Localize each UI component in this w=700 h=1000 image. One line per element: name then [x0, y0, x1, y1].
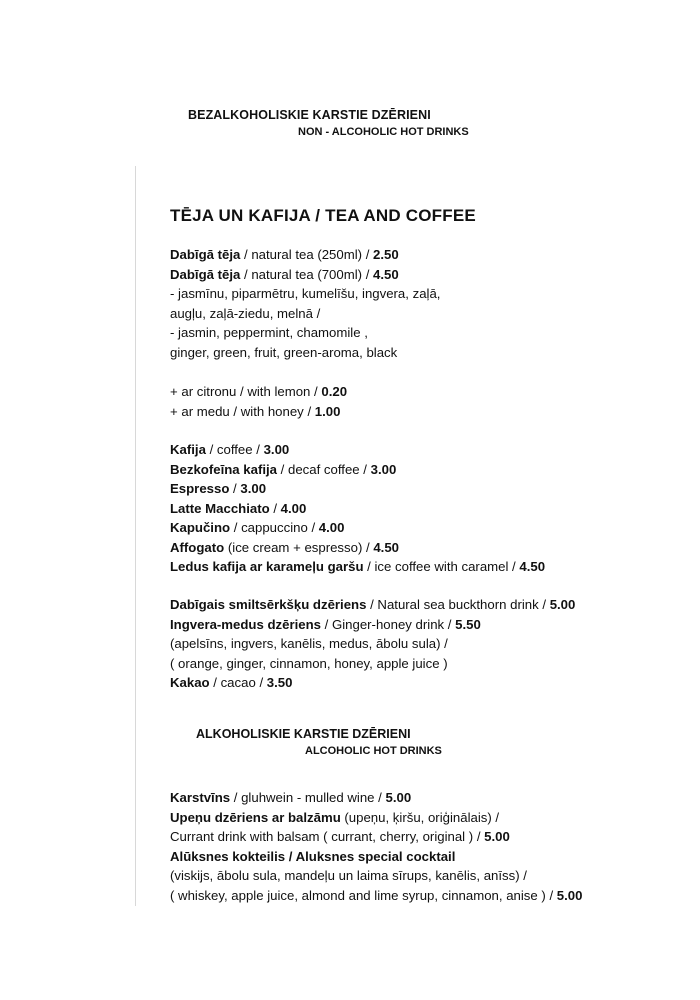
item-name: Upeņu dzēriens ar balzāmu — [170, 809, 341, 825]
ginger-honey-ingredients-en: ( orange, ginger, cinnamon, honey, apple juice ) — [170, 655, 448, 671]
item-desc: / gluhwein - mulled wine / — [230, 790, 386, 805]
header-non-alcoholic-en: NON - ALCOHOLIC HOT DRINKS — [298, 126, 469, 138]
item-desc: / Ginger-honey drink / — [320, 616, 456, 632]
coffee-block — [170, 440, 545, 577]
header-alcoholic-lv: ALKOHOLISKIE KARSTIE DZĒRIENI — [196, 727, 411, 741]
item-desc: Currant drink with balsam ( currant, cherry, original ) / — [170, 829, 485, 844]
item-price: 4.50 — [373, 539, 400, 555]
item-price: 4.00 — [280, 500, 307, 516]
menu-item-currant-drink — [170, 808, 582, 828]
item-price: 4.50 — [519, 559, 546, 574]
item-price: 5.50 — [455, 616, 481, 632]
other-drinks-block — [170, 595, 575, 693]
item-name: Ingvera-medus dzēriens — [170, 616, 321, 632]
menu-item-ginger-honey — [170, 615, 575, 635]
extra-honey — [170, 402, 347, 422]
item-price: 2.50 — [373, 247, 399, 262]
item-desc: / — [229, 481, 241, 496]
item-price: 0.20 — [321, 384, 348, 399]
item-name: Kapučino — [170, 520, 231, 535]
menu-item-sea-buckthorn — [170, 595, 575, 615]
menu-item-cacao — [170, 673, 575, 693]
tea-flavours-en-2: ginger, green, fruit, green-aroma, black — [170, 344, 398, 360]
item-name: Espresso — [170, 481, 230, 496]
item-price: 5.00 — [549, 597, 576, 612]
menu-item-espresso — [170, 479, 545, 499]
item-price: 3.00 — [370, 461, 397, 477]
item-name: Latte Macchiato — [170, 500, 270, 516]
item-desc: + ar citronu / with lemon / — [170, 384, 322, 399]
item-name: Dabīgā tēja — [170, 247, 241, 262]
section-title-tea-coffee: TĒJA UN KAFIJA / TEA AND COFFEE — [170, 206, 476, 225]
ginger-honey-ingredients-lv: (apelsīns, ingvers, kanēlis, medus, ābolu sula) / — [170, 636, 448, 651]
item-price: 3.00 — [263, 442, 290, 457]
item-desc: ( whiskey, apple juice, almond and lime syrup, cinnamon, anise ) / — [170, 887, 557, 903]
item-desc: / cacao / — [209, 675, 267, 690]
item-price: 4.00 — [318, 520, 345, 535]
menu-item-coffee — [170, 440, 545, 460]
cocktail-ingredients-lv: (viskijs, ābolu sula, mandeļu un laima sīrups, kanēlis, anīss) / — [170, 868, 527, 883]
item-price: 4.50 — [373, 266, 399, 282]
divider-line — [135, 166, 136, 906]
extra-lemon — [170, 382, 347, 402]
currant-drink-en — [170, 827, 582, 847]
item-desc: / coffee / — [205, 442, 264, 457]
item-desc: (upeņu, ķiršu, oriģinālais) / — [340, 809, 500, 825]
item-desc: + ar medu / with honey / — [170, 403, 315, 419]
header-non-alcoholic-lv: BEZALKOHOLISKIE KARSTIE DZĒRIENI — [188, 108, 431, 122]
menu-item-ice-coffee — [170, 557, 545, 577]
item-price: 5.00 — [484, 829, 510, 844]
item-desc: / ice coffee with caramel / — [363, 559, 520, 574]
extras-block — [170, 382, 347, 421]
menu-item-aluksnes-cocktail — [170, 847, 582, 867]
item-desc: / natural tea (700ml) / — [240, 266, 374, 282]
header-alcoholic-en: ALCOHOLIC HOT DRINKS — [305, 745, 442, 757]
item-desc: / cappuccino / — [230, 520, 319, 535]
item-name: Kafija — [170, 442, 206, 457]
tea-flavours-lv-1: - jasmīnu, piparmētru, kumelīšu, ingvera, zaļā, — [170, 286, 441, 301]
item-name: Affogato — [170, 539, 225, 555]
item-price: 1.00 — [314, 403, 341, 419]
menu-item-tea-250 — [170, 245, 440, 265]
item-desc: (ice cream + espresso) / — [224, 539, 374, 555]
item-name: Alūksnes kokteilis / Aluksnes special cocktail — [170, 848, 456, 864]
item-price: 5.00 — [556, 887, 583, 903]
tea-block — [170, 245, 440, 362]
item-desc: / decaf coffee / — [277, 461, 371, 477]
item-price: 3.00 — [240, 481, 267, 496]
item-name: Karstvīns — [170, 790, 231, 805]
item-name: Bezkofeīna kafija — [170, 461, 278, 477]
menu-item-tea-700 — [170, 265, 440, 285]
tea-flavours-en-1: - jasmin, peppermint, chamomile , — [170, 325, 368, 340]
item-desc: / — [269, 500, 281, 516]
item-name: Dabīgā tēja — [170, 266, 241, 282]
item-name: Kakao — [170, 675, 210, 690]
menu-item-affogato — [170, 538, 545, 558]
item-price: 5.00 — [385, 790, 412, 805]
item-desc: / natural tea (250ml) / — [240, 247, 374, 262]
tea-flavours-lv-2: augļu, zaļā-ziedu, melnā / — [170, 305, 321, 321]
item-name: Ledus kafija ar karameļu garšu — [170, 559, 364, 574]
cocktail-ingredients-en — [170, 886, 582, 906]
alcoholic-block — [170, 788, 582, 905]
menu-item-mulled-wine — [170, 788, 582, 808]
menu-item-decaf — [170, 460, 545, 480]
item-name: Dabīgais smiltsērkšķu dzēriens — [170, 597, 367, 612]
item-price: 3.50 — [266, 675, 293, 690]
item-desc: / Natural sea buckthorn drink / — [366, 597, 550, 612]
menu-item-cappuccino — [170, 518, 545, 538]
menu-item-latte — [170, 499, 545, 519]
